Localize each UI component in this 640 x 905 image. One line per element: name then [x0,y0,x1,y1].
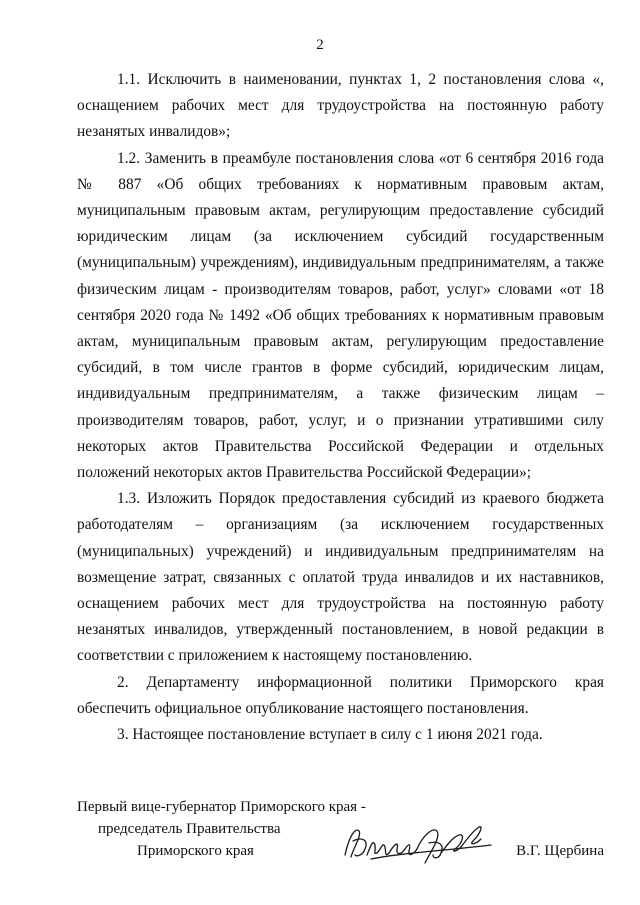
paragraph-1-3: 1.3. Изложить Порядок предоставления субсидий из краевого бюджета работодателям – организациям (за исключением государственных (муниципальных) учреждений) и индивидуальным предпринимателям на возмещение затрат, связанных с оплатой труда инвалидов и их наставников, оснащением рабочих мест для трудоустройства на постоянную работу незанятых инвалидов, утвержденный постановлением, в новой редакции в соответствии с приложением к настоящему постановлению. [77,490,604,665]
paragraph-3: 3. Настоящее постановление вступает в силу с 1 июня 2021 года. [117,726,543,744]
handwritten-signature [341,819,501,867]
paragraph-2: 2. Департаменту информационной политики Приморского края обеспечить официальное опубликование настоящего постановления. [77,673,604,717]
page-number: 2 [316,37,324,53]
paragraph-1-2: 1.2. Заменить в преамбуле постановления слова «от 6 сентября 2016 года № 887 «Об общих требованиях к нормативным правовым актам, муниципальным правовым актам, регулирующим предоставление субсидий юридическим лицам (за исключением субсидий государственным (муниципальным) учреждениям), индивидуальным предпринимателям, а также физическим лицам - производителям товаров, работ, услуг» словами «от 18 сентября 2020 года № 1492 «Об общих требованиях к нормативным правовым актам, муниципальным правовым актам, регулирующим предоставление субсидий, в том числе грантов в форме субсидий, юридическим лицам, индивидуальным предпринимателям, а также физическим лицам – производителям товаров, работ, услуг, и о признании утратившими силу некоторых актов Правительства Российской Федерации и отдельных положений некоторых актов Правительства Российской Федерации»; [77,149,604,482]
paragraph-1-1: 1.1. Исключить в наименовании, пунктах 1, 2 постановления слова «, оснащением рабочих мест для трудоустройства на постоянную работу незанятых инвалидов»; [77,71,604,141]
signatory-title-line-3: Приморского края [137,843,254,859]
signatory-title-line-1: Первый вице-губернатор Приморского края - [77,799,366,815]
signatory-title-line-2: председатель Правительства [98,821,281,837]
signatory-name: В.Г. Щербина [516,843,604,859]
document-body [77,67,604,748]
signature-block [77,797,604,867]
